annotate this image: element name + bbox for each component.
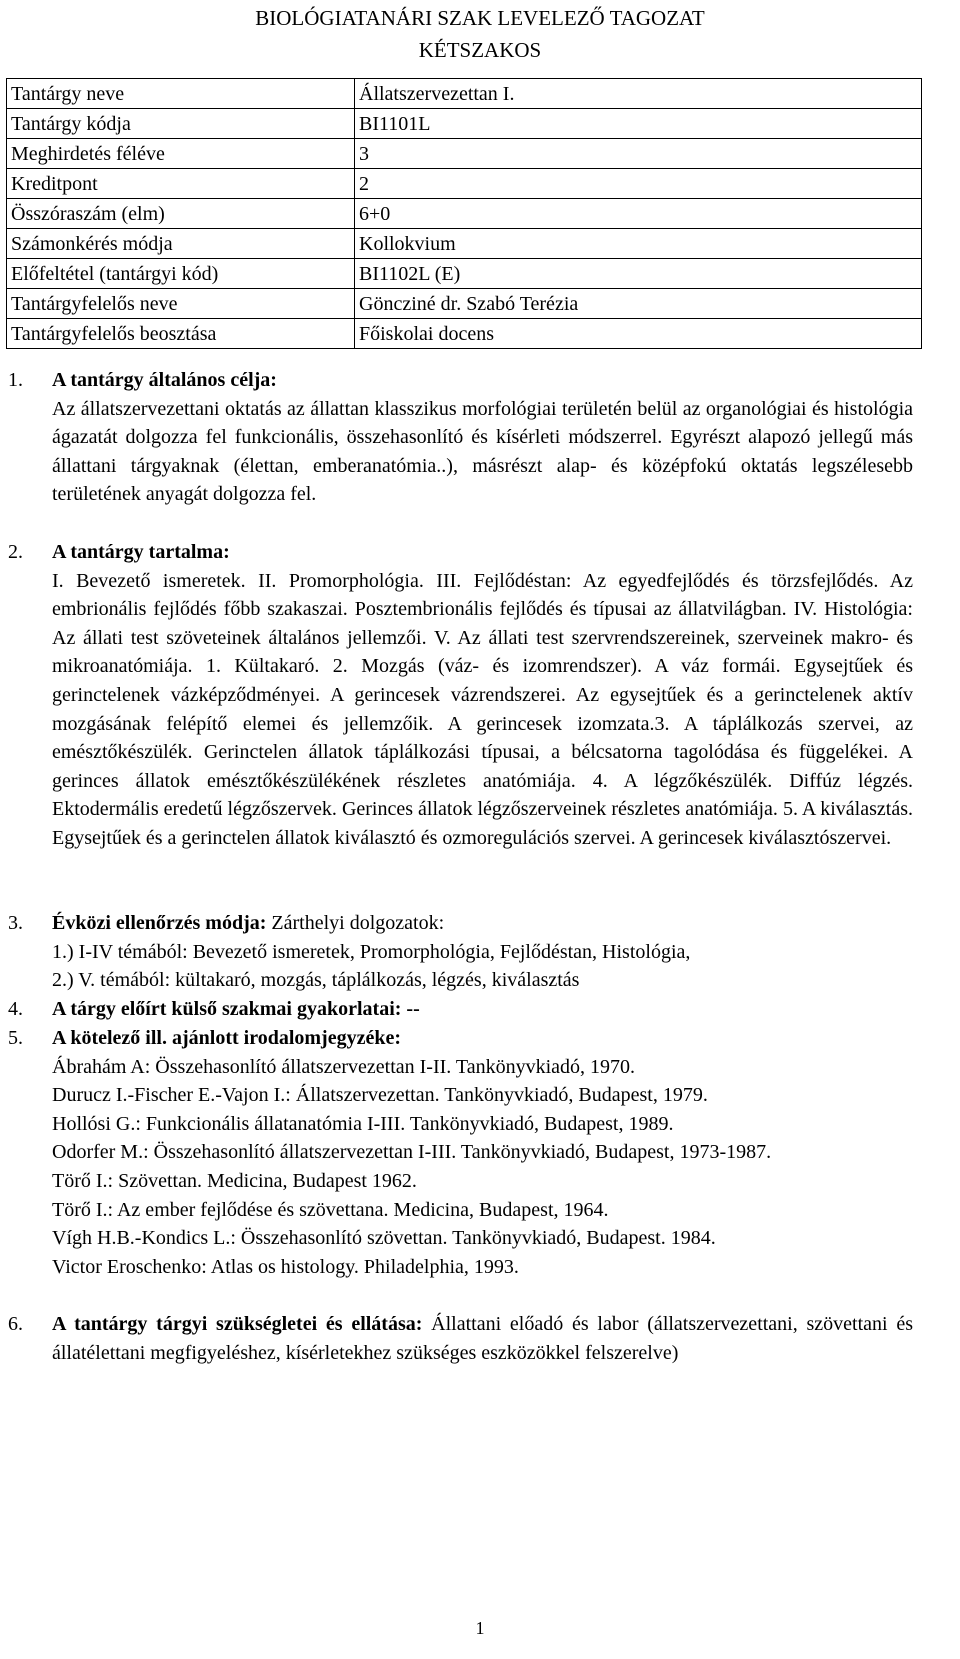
section-6-rest: Állattani előadó és labor (állatszervezettani, szövettani és állatélettani megfigyeléshez, kísérletekhez szükséges eszközökkel felszerelve) [52,1313,914,1364]
page-number: 1 [475,1618,485,1638]
header-line-2: KÉTSZAKOS [418,38,542,62]
section-3-title: Évközi ellenőrzés módja: [52,912,267,934]
section-5-number: 5. [8,1027,23,1049]
info-value: 2 [355,169,922,199]
info-row [7,319,922,349]
section-3-rest: Zárthelyi dolgozatok: [266,912,445,934]
info-value: 6+0 [355,199,922,229]
literature-item: Törő I.: Az ember fejlődése és szövettana. Medicina, Budapest, 1964. [52,1198,609,1221]
info-row [7,289,922,319]
info-row [7,109,922,139]
section-3 [8,909,913,995]
section-1 [8,366,913,509]
info-row [7,259,922,289]
section-3-number: 3. [8,912,23,934]
info-row [7,199,922,229]
info-value: Állatszervezettan I. [355,79,922,109]
info-row [7,229,922,259]
literature-item: Törő I.: Szövettan. Medicina, Budapest 1962. [52,1169,417,1192]
info-label: Kreditpont [7,169,355,199]
literature-item: Durucz I.-Fischer E.-Vajon I.: Állatszervezettan. Tankönyvkiadó, Budapest, 1979. [52,1084,708,1107]
course-info-table [6,78,922,349]
info-value: BI1102L (E) [355,259,922,289]
section-1-title: A tantárgy általános célja: [52,369,277,391]
section-4 [8,995,913,1024]
info-label: Tantárgy kódja [7,109,355,139]
section-3-item-2: 2.) V. témából: kültakaró, mozgás, táplálkozás, légzés, kiválasztás [52,969,580,992]
document-header [0,2,960,66]
literature-item: Victor Eroschenko: Atlas os histology. Philadelphia, 1993. [52,1255,519,1278]
info-value: Göncziné dr. Szabó Terézia [355,289,922,319]
info-value: Főiskolai docens [355,319,922,349]
section-6-number: 6. [8,1313,23,1335]
header-line-1: BIOLÓGIATANÁRI SZAK LEVELEZŐ TAGOZAT [255,6,705,30]
info-value: BI1101L [355,109,922,139]
section-1-number: 1. [8,369,23,391]
info-label: Előfeltétel (tantárgyi kód) [7,259,355,289]
section-4-title: A tárgy előírt külső szakmai gyakorlatai: -- [52,998,420,1020]
section-1-text: Az állatszervezettani oktatás az állattan klasszikus morfológiai területén belül az organológiai és histológia ágazatát dolgozza fel funkcionális, összehasonlító és kísérleti módszerrel. Egyrészt alapozó jellegű más állattani tárgyaknak (élettan, emberanatómia..), másrészt alap- és középfokú oktatás legszélesebb területének anyagát dolgozza fel. [52,397,913,506]
info-row [7,79,922,109]
section-3-item-1: 1.) I-IV témából: Bevezető ismeretek, Promorphológia, Fejlődéstan, Histológia, [52,940,691,963]
literature-item: Odorfer M.: Összehasonlító állatszervezettan I-III. Tankönyvkiadó, Budapest, 1973-1987. [52,1141,772,1164]
section-2-text: I. Bevezető ismeretek. II. Promorphológia. III. Fejlődéstan: Az egyedfejlődés és törzsfejlődés. Az embrionális fejlődés főbb szakaszai. Posztembrionális fejlődés és típusai az állatvilágban. IV. Histológia: Az állati test szöveteinek általános jellemzői. V. Az állati test szervrendszereinek, szerveinek makro- és mikroanatómiája. 1. Kültakaró. 2. Mozgás (váz- és izomrendszer). A váz formái. Egysejtűek és gerinctelenek vázképződményei. A gerincesek vázrendszerei. Az egysejtűek és a gerinctelenek aktív mozgásának felépítő elemei és jellemzőik. A gerincesek izomzata.3. A táplálkozás szervei, az emésztőkészülék. Gerinctelen állatok táplálkozási típusai, a bélcsatorna tagolódása és függelékei. A gerinces állatok emésztőkészülékének részletes anatómiája. 4. A légzőkészülék. Diffúz légzés. Ektodermális eredetű légzőszervek. Gerinces állatok légzőszerveinek részletes anatómiája. 5. A kiválasztás. Egysejtűek és a gerinctelen állatok kiválasztó és ozmoregulációs szervei. A gerincesek kiválasztószervei. [52,569,913,849]
section-4-number: 4. [8,998,23,1020]
section-5 [8,1024,913,1281]
section-5-title: A kötelező ill. ajánlott irodalomjegyzéke: [52,1027,402,1049]
info-row [7,169,922,199]
info-row [7,139,922,169]
section-2-number: 2. [8,541,23,563]
info-value: 3 [355,139,922,169]
info-value: Kollokvium [355,229,922,259]
info-label: Tantárgy neve [7,79,355,109]
section-2 [8,538,913,853]
literature-item: Hollósi G.: Funkcionális állatanatómia I-III. Tankönyvkiadó, Budapest, 1989. [52,1112,674,1135]
info-label: Tantárgyfelelős neve [7,289,355,319]
info-label: Meghirdetés féléve [7,139,355,169]
section-2-title: A tantárgy tartalma: [52,541,230,563]
info-label: Összóraszám (elm) [7,199,355,229]
info-label: Tantárgyfelelős beosztása [7,319,355,349]
info-label: Számonkérés módja [7,229,355,259]
section-6-title: A tantárgy tárgyi szükségletei és ellátása: [52,1313,423,1335]
literature-item: Ábrahám A: Összehasonlító állatszervezettan I-II. Tankönyvkiadó, 1970. [52,1055,636,1078]
literature-item: Vígh H.B.-Kondics L.: Összehasonlító szövettan. Tankönyvkiadó, Budapest. 1984. [52,1227,716,1250]
section-6 [8,1310,913,1367]
